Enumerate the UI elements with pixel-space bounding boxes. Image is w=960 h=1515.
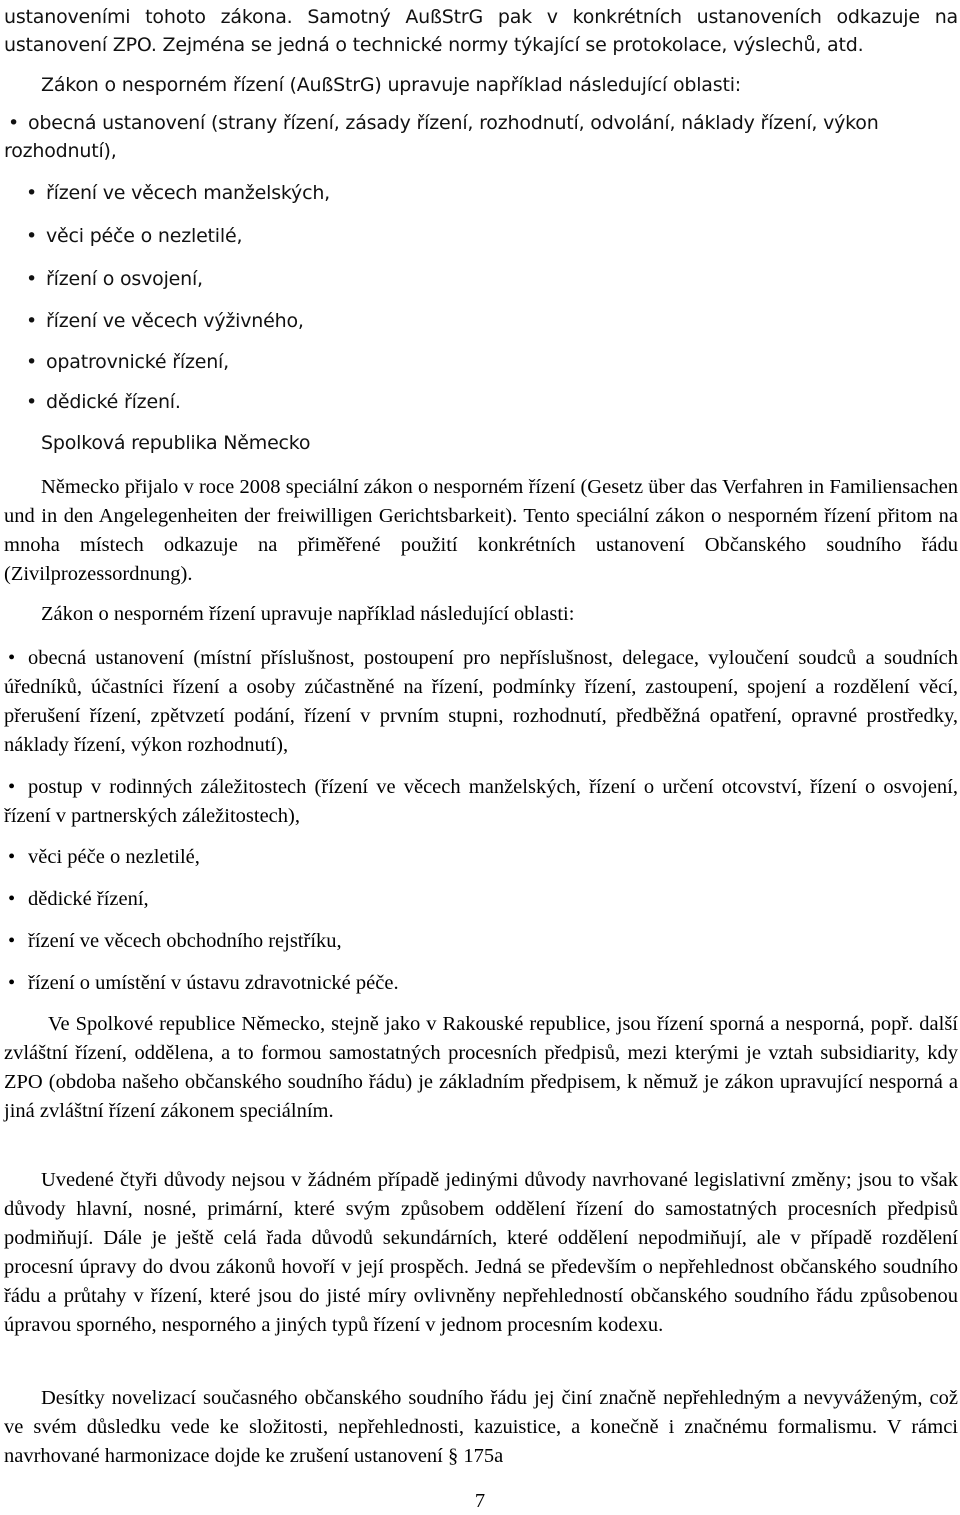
list-item bbox=[4, 843, 958, 872]
germany-heading: Spolková republika Německo bbox=[41, 432, 311, 454]
paragraph-duvody: Uvedené čtyři důvody nejsou v žádném případě jedinými důvody navrhované legislativní změny; jsou to však důvody hlavní, nosné, primární, které svým způsobem oddělení řízení do samostatných procesních předpisů podmiňují. Dále je ještě celá řada důvodů sekundárních, které oddělení nepodmiňují, ale v případě rozdělení procesní úpravy do dvou zákonů hovoří v její prospěch. Jedná se především o nepřehlednost občanského soudního řádu a průtahy v řízení, které jsou do jisté míry ovlivněny nepřehledností občanského soudního řádu způsobenou úpravou sporného, nesporného a jiných typů řízení v jednom procesním kodexu. bbox=[4, 1169, 958, 1336]
germany-list-heading: Zákon o nesporném řízení upravuje například následující oblasti: bbox=[41, 603, 575, 625]
bullet-marker: • bbox=[8, 972, 16, 994]
paragraph-spolkova-republika: Ve Spolkové republice Německo, stejně jako v Rakouské republice, jsou řízení sporná a nesporná, popř. další zvláštní řízení, oddělena, a to formou samostatných procesních předpisů, mezi kterými je vztah subsidiarity, kdy ZPO (obdoba našeho občanského soudního řádu) je základním předpisem, k němuž je zákon upravující nesporná a jiná zvláštní řízení zákonem speciálním. bbox=[4, 1013, 958, 1122]
list-item bbox=[4, 265, 958, 293]
list-item bbox=[4, 969, 958, 998]
bullet-marker: • bbox=[26, 182, 38, 204]
list-item-text: věci péče o nezletilé, bbox=[28, 846, 200, 868]
bullet-marker: • bbox=[26, 225, 38, 247]
bullet-marker: • bbox=[26, 391, 38, 413]
list-item bbox=[4, 222, 958, 250]
germany-paragraph: Německo přijalo v roce 2008 speciální zákon o nesporném řízení (Gesetz über das Verfahren in Familiensachen und in den Angelegenheiten der freiwilligen Gerichtsbarkeit). Tento speciální zákon o nesporném řízení přitom na mnoha místech odkazuje na přiměřené použití konkrétních ustanovení Občanského soudního řádu (Zivilprozessordnung). bbox=[4, 476, 958, 585]
germany-bullet-family-text: postup v rodinných záležitostech (řízení ve věcech manželských, řízení o určení otcovství, řízení o osvojení, řízení v partnerských záležitostech), bbox=[4, 776, 958, 827]
list-item bbox=[4, 348, 958, 376]
germany-bullet-general bbox=[4, 644, 958, 760]
germany-bullet-general-text: obecná ustanovení (místní příslušnost, postoupení pro nepříslušnost, delegace, vyloučení soudců a soudních úředníků, účastníci řízení a osoby zúčastněné na řízení, podmínky řízení, zastoupení, spojení a rozdělení věcí, přerušení řízení, zpětvzetí podání, řízení v prvním stupni, rozhodnutí, předběžná opatření, opravné prostředky, náklady řízení, výkon rozhodnutí), bbox=[4, 647, 958, 756]
list-item-text: řízení ve věcech manželských, bbox=[46, 182, 331, 204]
austria-bullet-general bbox=[4, 109, 958, 165]
list-item bbox=[4, 885, 958, 914]
bullet-marker: • bbox=[8, 930, 16, 952]
list-item bbox=[4, 388, 958, 416]
paragraph-novelizace: Desítky novelizací současného občanského soudního řádu jej činí značně nepřehledným a nevyváženým, což ve svém důsledku vede ke složitosti, nepřehlednosti, kazuistice, a konečně i značnému formalismu. V rámci navrhované harmonizace dojde ke zrušení ustanovení § 175a bbox=[4, 1387, 958, 1467]
list-item-text: řízení ve věcech výživného, bbox=[46, 310, 304, 332]
austria-list-heading: Zákon o nesporném řízení (AußStrG) upravuje například následující oblasti: bbox=[41, 74, 741, 96]
bullet-marker: • bbox=[8, 776, 16, 798]
list-item-text: dědické řízení. bbox=[46, 391, 181, 413]
austria-bullet-general-text: obecná ustanovení (strany řízení, zásady řízení, rozhodnutí, odvolání, náklady řízení, výkon rozhodnutí), bbox=[4, 112, 879, 162]
bullet-marker: • bbox=[26, 268, 38, 290]
bullet-marker: • bbox=[8, 846, 16, 868]
list-item-text: opatrovnické řízení, bbox=[46, 351, 229, 373]
list-item-text: řízení ve věcech obchodního rejstříku, bbox=[28, 930, 342, 952]
list-item bbox=[4, 307, 958, 335]
bullet-marker: • bbox=[8, 647, 16, 669]
bullet-marker: • bbox=[8, 888, 16, 910]
bullet-marker: • bbox=[26, 351, 38, 373]
page-number: 7 bbox=[474, 1490, 486, 1512]
intro-paragraph: ustanoveními tohoto zákona. Samotný AußStrG pak v konkrétních ustanoveních odkazuje na ustanovení ZPO. Zejména se jedná o technické normy týkající se protokolace, výslechů, atd. bbox=[4, 6, 958, 56]
germany-bullet-family bbox=[4, 773, 958, 831]
bullet-marker: • bbox=[26, 310, 38, 332]
bullet-marker: • bbox=[8, 112, 20, 134]
list-item bbox=[4, 179, 958, 207]
list-item-text: řízení o osvojení, bbox=[46, 268, 203, 290]
list-item-text: řízení o umístění v ústavu zdravotnické péče. bbox=[28, 972, 399, 994]
list-item-text: dědické řízení, bbox=[28, 888, 149, 910]
list-item-text: věci péče o nezletilé, bbox=[46, 225, 243, 247]
list-item bbox=[4, 927, 958, 956]
